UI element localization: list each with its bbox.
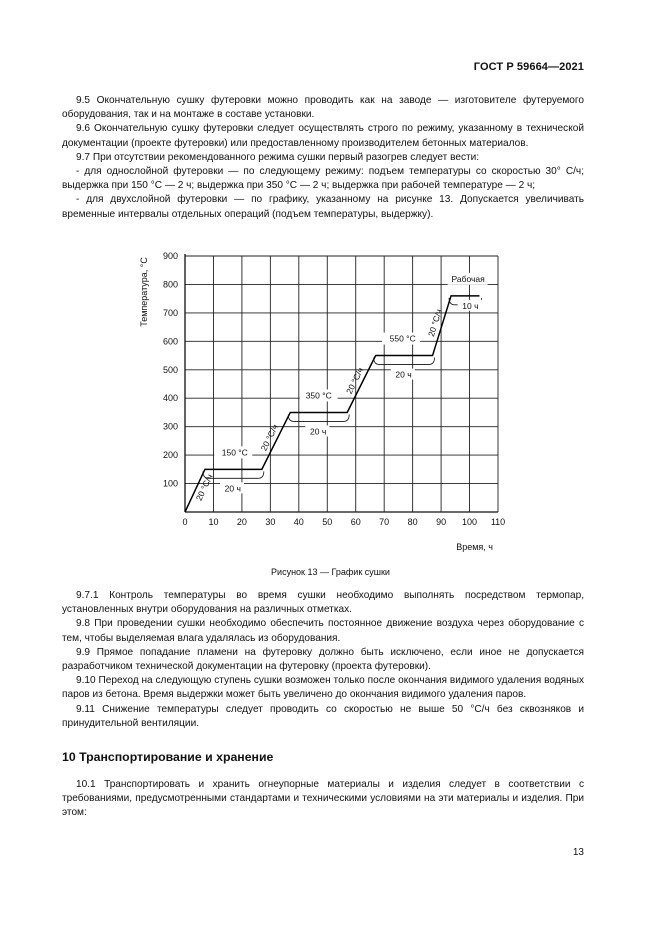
x-tick-label: 100 (462, 517, 478, 527)
x-tick-label: 20 (236, 517, 247, 527)
section-text-block (62, 778, 584, 821)
x-tick-label: 60 (350, 517, 361, 527)
y-tick-label: 100 (162, 478, 178, 489)
y-tick-label: 800 (162, 279, 178, 290)
paragraph-9-6: 9.6 Окончательную сушку футеровки следует осуществлять строго по режиму, указанному в технической документации (проекте футеровки) или предоставленному производителем бетонных материалов. (62, 123, 584, 149)
x-tick-label: 30 (265, 517, 276, 527)
paragraph-10-1: 10.1 Транспортировать и хранить огнеупорные материалы и изделия следует в соответствии с требованиями, предусмотренными стандартами и техническими условиями на эти материалы и изделия. При этом: (62, 779, 584, 819)
bottom-text-block (62, 589, 584, 731)
y-tick-label: 700 (162, 307, 178, 318)
paragraph-9-7-1: 9.7.1 Контроль температуры во время сушки необходимо выполнять посредством термопар, установленных внутри оборудования на различных отметках. (62, 590, 584, 616)
paragraph-9-10: 9.10 Переход на следующую ступень сушки возможен только после окончания видимого удаления водяных паров из бетона. Время выдержки может быть увеличено до окончания видимого удаления паров. (62, 675, 584, 701)
chart-annotations (194, 273, 488, 502)
y-tick-label: 900 (162, 251, 178, 261)
hold-label-350: 350 °С (305, 390, 332, 401)
hold-time-label-3: 20 ч (395, 369, 412, 380)
rate-label-2: 20 °С/ч (258, 422, 281, 453)
hold-time-label-2: 20 ч (310, 426, 327, 437)
x-tick-label: 50 (322, 517, 333, 527)
x-tick-label: 40 (293, 517, 304, 527)
paragraph-9-8: 9.8 При проведении сушки необходимо обеспечить постоянное движение воздуха через оборудование с тем, чтобы выделяемая влага удалялась из оборудования. (62, 618, 584, 644)
x-tick-label: 90 (436, 517, 447, 527)
hold-bracket (288, 414, 349, 421)
y-tick-label: 300 (162, 421, 178, 432)
drying-schedule-figure (120, 250, 540, 560)
y-tick-label: 500 (162, 364, 178, 375)
x-tick-label: 110 (490, 517, 506, 527)
paragraph-9-7-double-layer: - для двухслойной футеровки — по графику, указанному на рисунке 13. Допускается увеличивать временные интервалы отдельных операций (подъем температуры, выдержку). (62, 194, 584, 220)
hold-bracket (374, 358, 435, 365)
rate-label-4: 20 °С/ч (425, 307, 444, 338)
y-tick-label: 600 (162, 336, 178, 347)
figure-caption: Рисунок 13 — График сушки (271, 567, 390, 577)
paragraph-9-11: 9.11 Снижение температуры следует проводить со скоростью не выше 50 °С/ч без сквозняков и принудительной вентиляции. (62, 703, 584, 729)
y-axis-label: Температура, °С (139, 257, 149, 327)
hold-label-150: 150 °С (221, 447, 248, 458)
drying-schedule-chart (120, 250, 540, 560)
x-tick-label: 10 (208, 517, 219, 527)
x-tick-label: 70 (379, 517, 390, 527)
x-axis-label: Время, ч (456, 542, 493, 552)
chart-ticks (163, 251, 505, 527)
y-tick-label: 400 (162, 393, 178, 404)
page-number: 13 (572, 847, 584, 858)
rate-label-3: 20 °С/ч (343, 365, 366, 396)
hold-time-label-1: 20 ч (224, 483, 241, 494)
hold-time-label-4: 10 ч (462, 300, 479, 311)
y-tick-label: 200 (162, 450, 178, 461)
x-tick-label: 0 (182, 517, 188, 527)
section-title: 10 Транспортирование и хранение (62, 750, 274, 764)
top-text-block (62, 94, 584, 222)
standard-designation: ГОСТ Р 59664—2021 (473, 61, 584, 73)
hold-label-working: Рабочая (451, 273, 485, 284)
chart-axes (185, 254, 498, 512)
paragraph-9-7: 9.7 При отсутствии рекомендованного режима сушки первый разогрев следует вести: (76, 151, 480, 163)
paragraph-9-5: 9.5 Окончательную сушку футеровки можно проводить как на заводе — изготовителе футеруемого оборудования, так и на монтаже в составе установки. (62, 95, 584, 121)
x-tick-label: 80 (407, 517, 418, 527)
rate-label-1: 20 °С/ч (193, 472, 215, 503)
paragraph-9-9: 9.9 Прямое попадание пламени на футеровку должно быть исключено, если иное не допускается разработчиком технической документации на футеровку (проекта футеровки). (62, 646, 584, 673)
paragraph-9-7-single-layer: - для однослойной футеровки — по следующему режиму: подъем температуры со скоростью 30° С/ч; выдержка при 150 °С — 2 ч; выдержка при 350 °С — 2 ч; выдержка при рабочей температуре — 2 ч; (62, 166, 584, 192)
hold-label-550: 550 °С (389, 333, 416, 344)
chart-grid (185, 256, 498, 512)
